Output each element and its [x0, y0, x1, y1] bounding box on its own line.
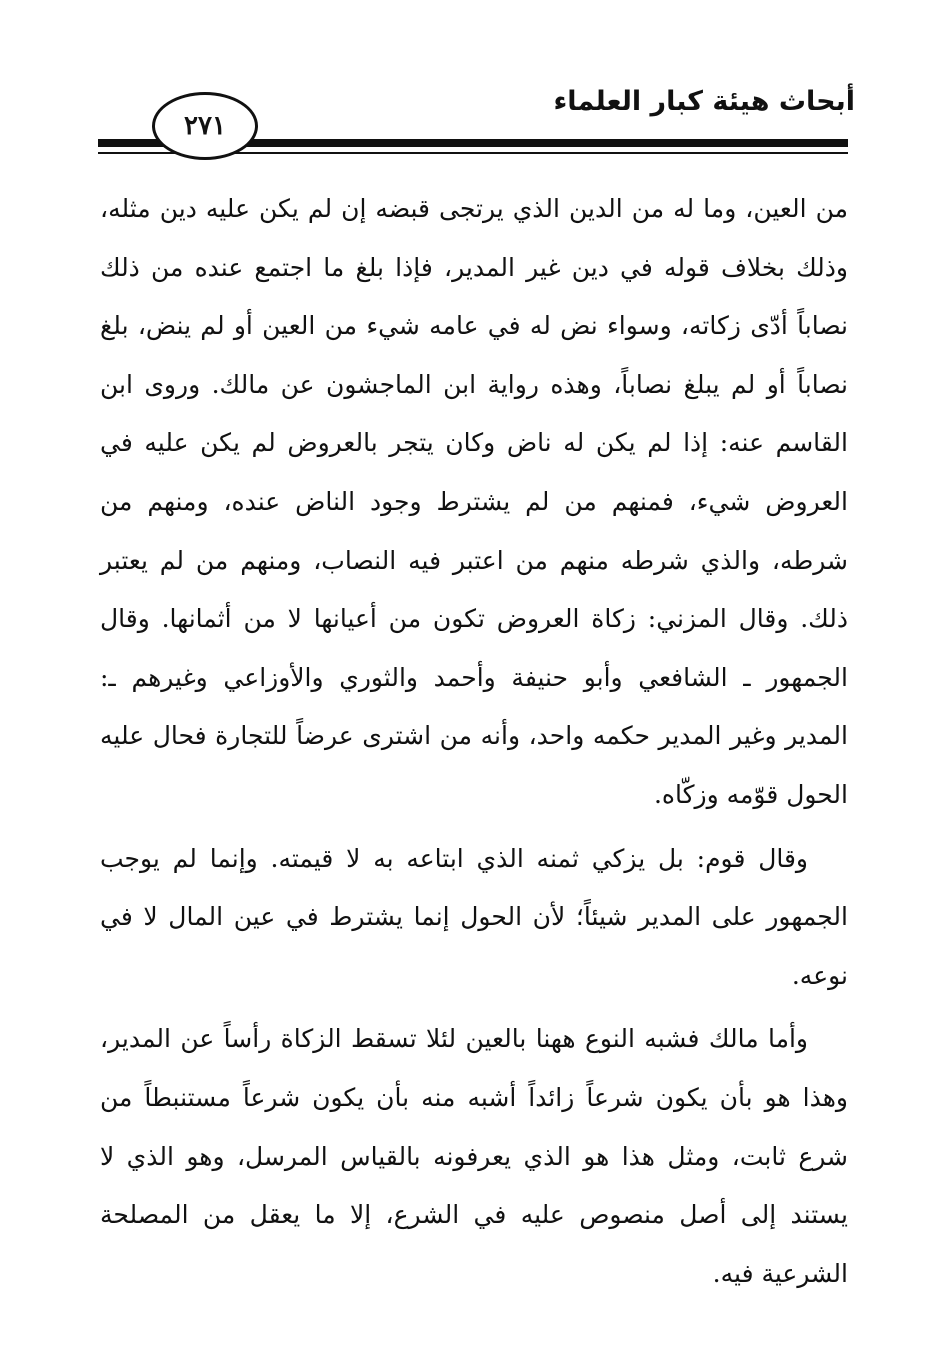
paragraph-3: [100, 1010, 848, 1303]
body-text: [100, 180, 848, 1303]
paragraph-2-text: وقال قوم: بل يزكي ثمنه الذي ابتاعه به لا قيمته. وإنما لم يوجب الجمهور على المدير شيئاً؛ لأن الحول إنما يشترط في عين المال لا في نوعه.: [100, 843, 848, 990]
page-number: ٢٧١: [184, 111, 226, 141]
paragraph-1: من العين، وما له من الدين الذي يرتجى قبضه إن لم يكن عليه دين مثله، وذلك بخلاف قوله في دين غير المدير، فإذا بلغ ما اجتمع عنده من ذلك نصاباً أدّى زكاته، وسواء نض له في عامه شيء من العين أو لم ينض، بلغ نصاباً أو لم يبلغ نصاباً، وهذه رواية ابن الماجشون عن مالك. وروى ابن القاسم عنه: إذا لم يكن له ناض وكان يتجر بالعروض لم يكن عليه في العروض شيء، فمنهم من لم يشترط وجود الناض عنده، ومنهم من شرطه، والذي شرطه منهم من اعتبر فيه النصاب، ومنهم من لم يعتبر ذلك. وقال المزني: زكاة العروض تكون من أعيانها لا من أثمانها. وقال الجمهور ـ الشافعي وأبو حنيفة وأحمد والثوري والأوزاعي وغيرهم ـ: المدير وغير المدير حكمه واحد، وأنه من اشترى عرضاً للتجارة فحال عليه الحول قوّمه وزكّاه.: [100, 194, 848, 809]
paragraph-3-text: وأما مالك فشبه النوع ههنا بالعين لئلا تسقط الزكاة رأساً عن المدير، وهذا هو بأن يكون شرعاً زائداً أشبه منه بأن يكون شرعاً مستنبطاً من شرع ثابت، ومثل هذا هو الذي يعرفونه بالقياس المرسل، وهو الذي لا يستند إلى أصل منصوص عليه في الشرع، إلا ما يعقل من المصلحة الشرعية فيه.: [100, 1024, 848, 1288]
page-number-badge: [152, 92, 258, 160]
paragraph-2: [100, 830, 848, 1006]
running-title: أبحاث هيئة كبار العلماء: [553, 86, 855, 117]
